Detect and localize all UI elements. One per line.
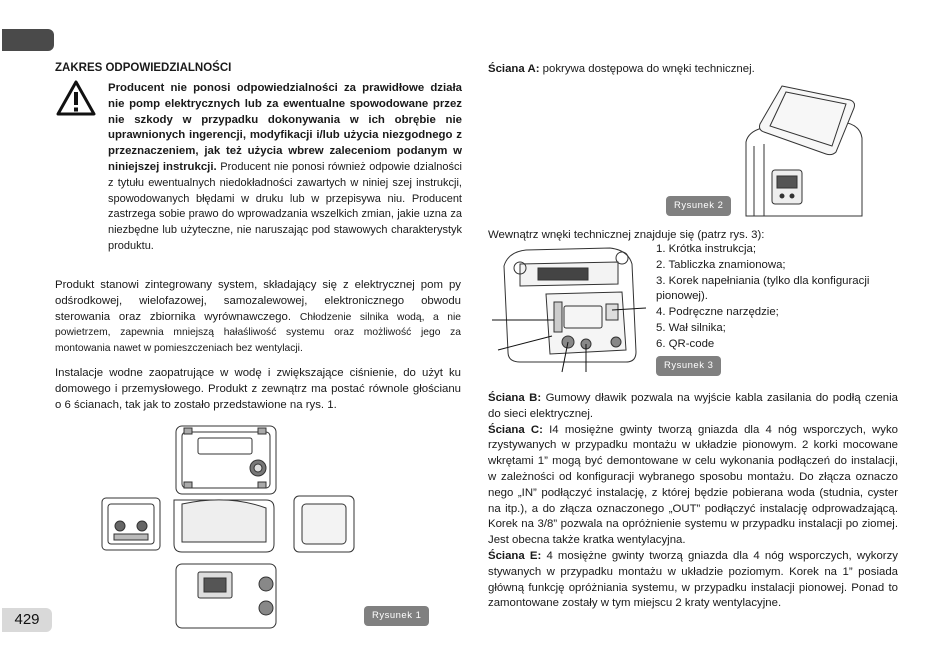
list-item: 5. Wał silnika; <box>656 321 726 334</box>
chapter-tab <box>2 29 54 51</box>
installation-description: Instalacje wodne zaopatrujące w wodę i zwiększające ciśnienie, do użyt ku domowego i przemysłowego. Produkt z zewnątrz ma postać równole głościanu o 6 ścianach, tak jak to zostało przedstawione na rys. 1. <box>55 367 461 411</box>
wall-c-text: I4 mosiężne gwinty tworzą gniazda dla 4 nóg wsporczych, wyko rzystywanych w przypadku montażu w układzie pionowym. 2 korki mocowane wkrętami 1” mogą być demontowane w celu wykonania podłączeń do instalacji, w zależności od konfiguracji wybranego sposobu montażu. Do złącza oznaczo nego „IN” podłączyć instalację, z której będzie pobierana woda (studnia, cyster na itp.), a do złącza oznaczonego „OUT” podłączyć instalację odprowadzającą. Korek na 3/8” pozwala na opróżnienie systemu w przypadku instalacji po ziomej. Jest obecna także kratka wentylacyjna. <box>488 423 898 547</box>
wall-e-label: Ściana E: <box>488 549 542 562</box>
section-heading: ZAKRES ODPOWIEDZIALNOŚCI <box>55 62 232 74</box>
wall-a-label: Ściana A: <box>488 63 540 75</box>
wall-e-description <box>488 549 898 612</box>
inside-intro: Wewnątrz wnęki technicznej znajduje się (patrz rys. 3): <box>488 229 765 241</box>
wall-b-text: Gumowy dławik pozwala na wyjście kabla zasilania do podłą czenia do sieci elektrycznej. <box>488 392 898 420</box>
wall-c-label: Ściana C: <box>488 423 543 436</box>
walls-description <box>488 391 898 612</box>
warning-icon <box>56 80 96 116</box>
figure-1-label: Rysunek 1 <box>364 606 429 626</box>
warning-regular-text: Producent nie ponosi również odpowie dzialności z tytułu ewentualnych niedokładności zawartych w niniej szej instrukcji, spowodowanych błędami w druku lub w przepisywa niu. Producent zastrzega sobie prawo do wprowadzania wszelkich zmian, jakie uzna za niezbędne lub użyteczne, nie naruszając pod stawowych charakterystyk produktu. <box>108 160 462 252</box>
list-item: 6. QR-code <box>656 337 715 350</box>
page-number: 429 <box>2 608 52 632</box>
product-description-main: Produkt stanowi zintegrowany system, składający się z elektrycznej pom py odśrodkowej, wielofazowej, samozalewowej, elektronicznego obwodu sterowania oraz zbiornika wyrównawczego. <box>55 279 461 323</box>
liability-warning <box>108 81 462 255</box>
wall-b-description <box>488 391 898 423</box>
figure-1-drawing <box>98 422 360 630</box>
warning-bold-text: Producent nie ponosi odpowiedzialności za prawidłowe działa nie pomp elektrycznych lub za ewentualne spowodowane przez nie szkody w przypadku dokonywania w ich obrębie nie uprawnionych ingerencji, modyfikacji i/lub użycia niezgodnego z przeznaczeniem, jak też użycia wbrew zaleceniom podanym w niniejszej instrukcji. <box>108 82 462 173</box>
product-description <box>55 278 461 357</box>
figure-2-drawing <box>742 82 866 218</box>
figure-2-label: Rysunek 2 <box>666 196 731 216</box>
product-description-small: Chłodzenie silnika wodą, a nie powietrzem, zapewnia mniejszą hałaśliwość systemu oraz możliwość jego za montowania nawet w pomieszczeniach bez wentylacji. <box>55 311 461 355</box>
list-item: 2. Tabliczka znamionowa; <box>656 258 786 271</box>
list-item: 1. Krótka instrukcja; <box>656 243 757 255</box>
figure-3-drawing <box>490 244 648 374</box>
figure-3-label: Rysunek 3 <box>656 356 721 376</box>
wall-e-text: 4 mosiężne gwinty tworzą gniazda dla 4 nóg wsporczych, wykorzy stywanych w przypadku montażu w układzie poziomym. Korek na 1” posiada główną funkcję opróżniania systemu, w przypadku instalacji pionowej. Ponad to zamontowane zostały w tym miejscu 2 kraty wentylacyjne. <box>488 549 898 610</box>
list-item: 3. Korek napełniania (tylko dla konfiguracji pionowej). <box>656 274 870 303</box>
wall-b-label: Ściana B: <box>488 392 542 404</box>
technical-compartment-list <box>656 242 896 353</box>
wall-a-text: pokrywa dostępowa do wnęki technicznej. <box>542 63 755 75</box>
wall-c-description <box>488 423 898 549</box>
list-item: 4. Podręczne narzędzie; <box>656 306 779 319</box>
wall-a-description <box>488 62 898 78</box>
